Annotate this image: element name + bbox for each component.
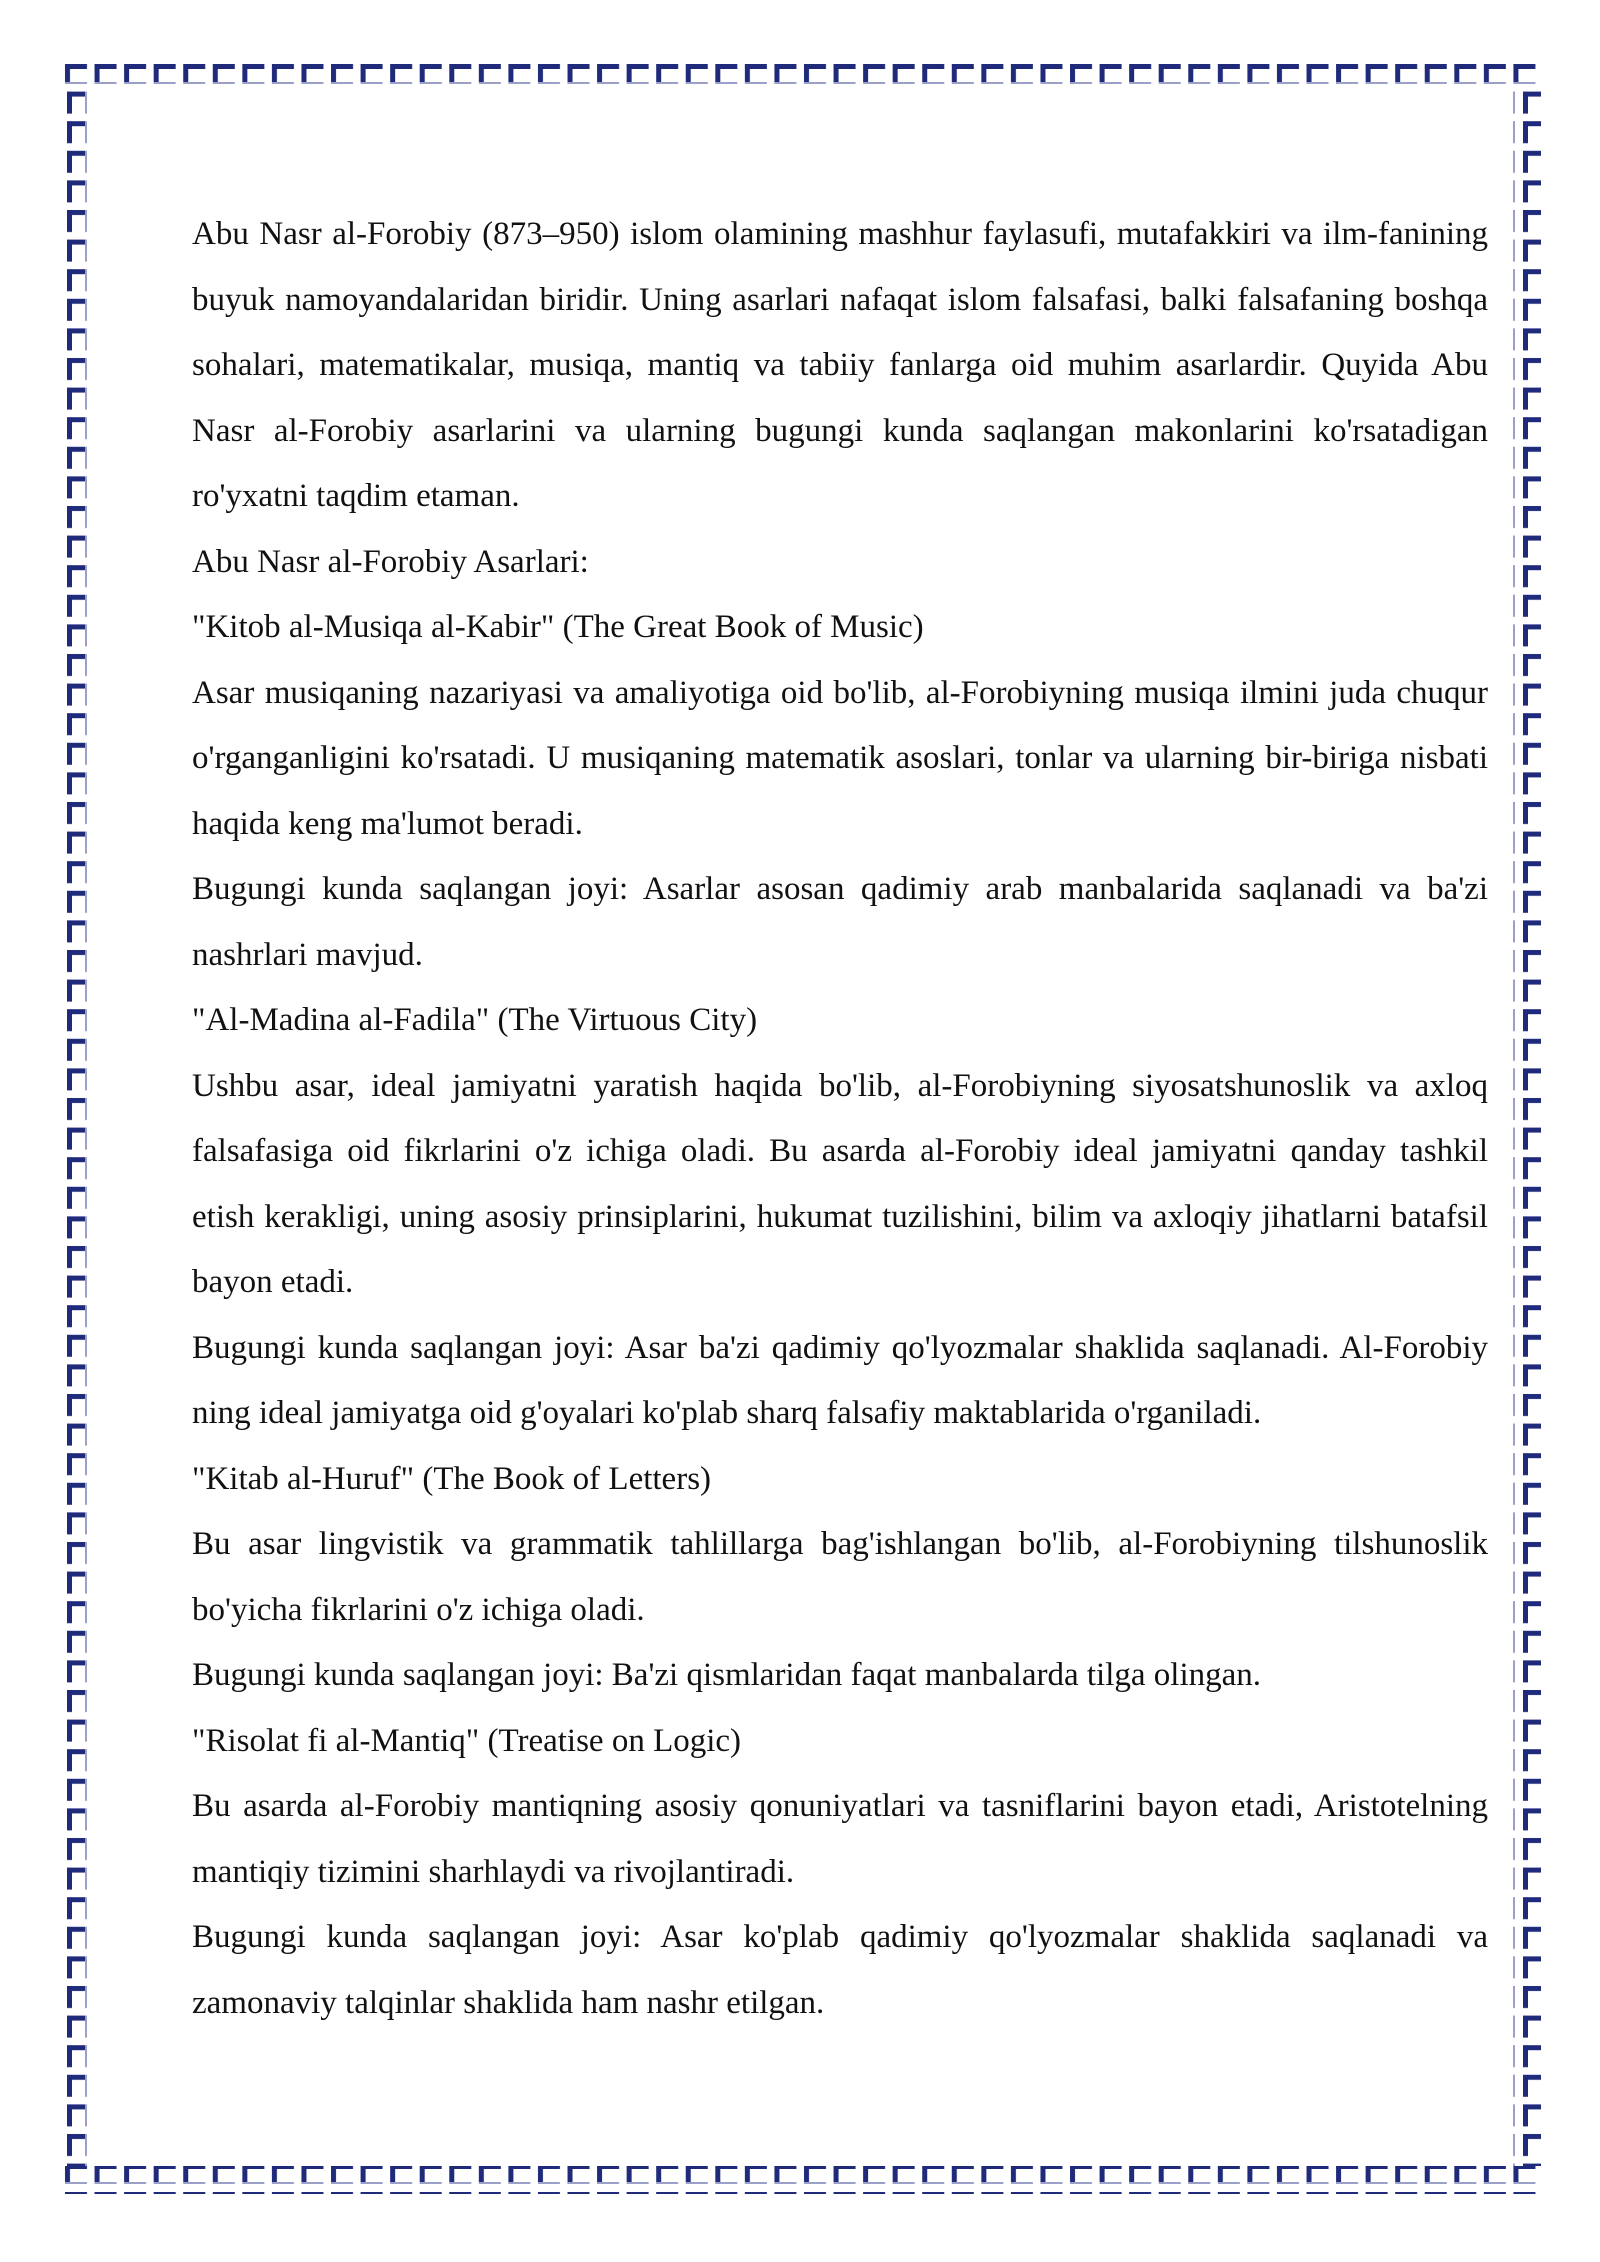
work-location: Bugungi kunda saqlangan joyi: Asar ko'plab qadimiy qo'lyozmalar shaklida saqlanadi va zamonaviy talqinlar shaklida ham nashr etilgan. bbox=[192, 1919, 1488, 2021]
work-location: Bugungi kunda saqlangan joyi: Asarlar asosan qadimiy arab manbalarida saqlanadi va ba'zi nashrlari mavjud. bbox=[192, 871, 1488, 973]
work-location: Bugungi kunda saqlangan joyi: Asar ba'zi qadimiy qo'lyozmalar shaklida saqlanadi. Al-Forobiy ning ideal jamiyatga oid g'oyalari ko'plab sharq falsafiy maktablarida o'rganiladi. bbox=[192, 1329, 1488, 1431]
border-left bbox=[63, 88, 91, 2166]
intro-paragraph: Abu Nasr al-Forobiy (873–950) islom olamining mashhur faylasufi, mutafakkiri va ilm-fanining buyuk namoyandalaridan biridir. Uning asarlari nafaqat islom falsafasi, balki falsafaning boshqa sohalari, matematikalar, musiqa, mantiq va tabiiy fanlarga oid muhim asarlardir. Quyida Abu Nasr al-Forobiy asarlarini va ularning bugungi kunda saqlangan makonlarini ko'rsatadigan ro'yxatni taqdim etaman. bbox=[192, 216, 1488, 514]
work-title: "Risolat fi al-Mantiq" (Treatise on Logic) bbox=[192, 1722, 742, 1759]
border-right bbox=[1513, 88, 1541, 2166]
work-title: "Al-Madina al-Fadila" (The Virtuous City) bbox=[192, 1002, 758, 1038]
work-title: "Kitab al-Huruf" (The Book of Letters) bbox=[192, 1460, 712, 1497]
work-description: Bu asarda al-Forobiy mantiqning asosiy qonuniyatlari va tasniflarini bayon etadi, Aristotelning mantiqiy tizimini sharhlaydi va rivojlantiradi. bbox=[192, 1788, 1488, 1890]
work-title: "Kitob al-Musiqa al-Kabir" (The Great Book of Music) bbox=[192, 609, 924, 645]
document-body bbox=[192, 202, 1488, 2036]
list-heading: Abu Nasr al-Forobiy Asarlari: bbox=[192, 543, 589, 580]
border-bottom bbox=[63, 2166, 1541, 2194]
work-description: Asar musiqaning nazariyasi va amaliyotiga oid bo'lib, al-Forobiyning musiqa ilmini juda chuqur o'rganganligini ko'rsatadi. U musiqaning matematik asoslari, tonlar va ularning bir-biriga nisbati haqida keng ma'lumot beradi. bbox=[192, 674, 1488, 842]
work-location: Bugungi kunda saqlangan joyi: Ba'zi qismlaridan faqat manbalarda tilga olingan. bbox=[192, 1657, 1262, 1693]
work-description: Ushbu asar, ideal jamiyatni yaratish haqida bo'lib, al-Forobiyning siyosatshunoslik va axloq falsafasiga oid fikrlarini o'z ichiga oladi. Bu asarda al-Forobiy ideal jamiyatni qanday tashkil etish kerakligi, uning asosiy prinsiplarini, hukumat tuzilishini, bilim va axloqiy jihatlarni batafsil bayon etadi. bbox=[192, 1067, 1488, 1300]
border-top bbox=[63, 60, 1541, 88]
work-description: Bu asar lingvistik va grammatik tahlillarga bag'ishlangan bo'lib, al-Forobiyning tilshunoslik bo'yicha fikrlarini o'z ichiga oladi. bbox=[192, 1526, 1488, 1628]
